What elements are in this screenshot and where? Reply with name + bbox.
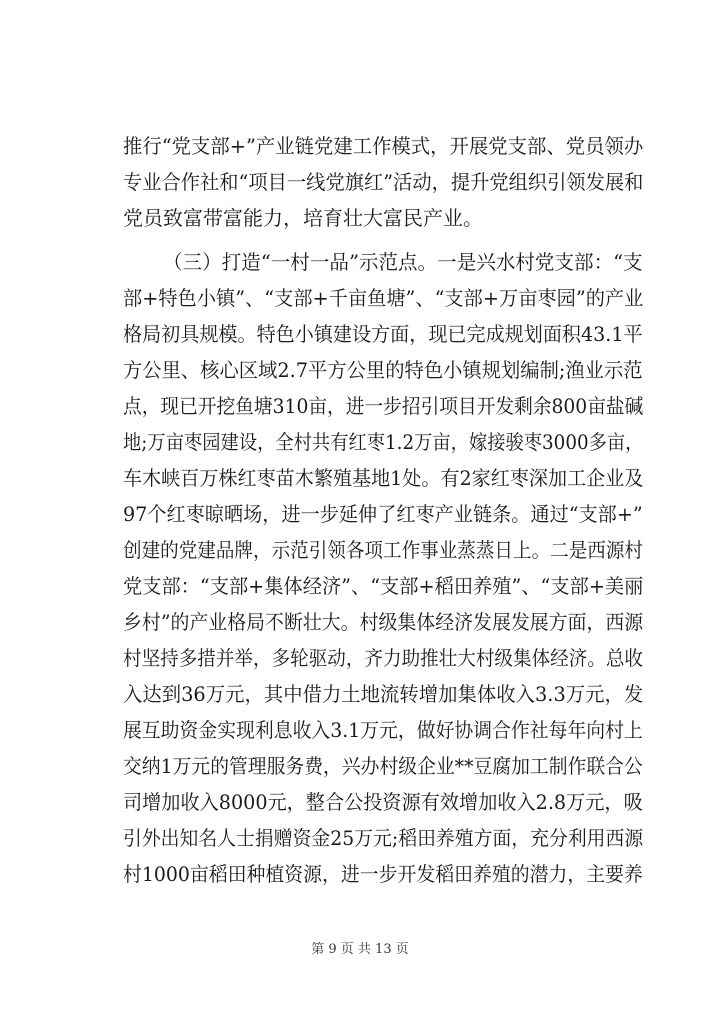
text-line-20: 引外出知名人士捐赠资金25万元;稻田养殖方面，充分利用西源 [123,826,644,850]
text-line-3: 党员致富带富能力，培育壮大富民产业。 [123,206,483,230]
text-line-11: 97个红枣晾晒场，进一步延伸了红枣产业链条。通过“支部+” [123,502,643,526]
text-line-5: 部+特色小镇”、“支部+千亩鱼塘”、“支部+万亩枣园”的产业 [123,286,644,310]
text-line-4: （三）打造“一村一品”示范点。一是兴水村党支部：“支 [163,250,643,274]
text-line-8: 点，现已开挖鱼塘310亩，进一步招引项目开发剩余800亩盐碱 [123,394,644,418]
text-line-2: 专业合作社和“项目一线党旗红”活动，提升党组织引领发展和 [123,170,644,194]
text-line-16: 入达到36万元，其中借力土地流转增加集体收入3.3万元，发 [123,682,644,706]
text-line-15: 村坚持多措并举，多轮驱动，齐力助推壮大村级集体经济。总收 [123,646,643,670]
text-line-12: 创建的党建品牌，示范引领各项工作事业蒸蒸日上。二是西源村 [123,538,643,562]
text-line-19: 司增加收入8000元，整合公投资源有效增加收入2.8万元，吸 [123,790,643,814]
text-line-10: 车木峡百万株红枣苗木繁殖基地1处。有2家红枣深加工企业及 [123,466,644,490]
text-line-17: 展互助资金实现利息收入3.1万元，做好协调合作社每年向村上 [123,718,643,742]
text-line-9: 地;万亩枣园建设，全村共有红枣1.2万亩，嫁接骏枣3000多亩， [123,430,644,454]
text-line-6: 格局初具规模。特色小镇建设方面，现已完成规划面积43.1平 [123,322,643,346]
text-line-1: 推行“党支部+”产业链党建工作模式，开展党支部、党员领办 [123,134,644,158]
text-line-14: 乡村”的产业格局不断壮大。村级集体经济发展发展方面，西源 [123,610,644,634]
text-line-7: 方公里、核心区域2.7平方公里的特色小镇规划编制;渔业示范 [123,358,643,382]
page-number-footer: 第 9 页 共 13 页 [311,942,409,957]
text-line-18: 交纳1万元的管理服务费，兴办村级企业**豆腐加工制作联合公 [123,754,643,778]
text-line-21: 村1000亩稻田种植资源，进一步开发稻田养殖的潜力，主要养 [123,862,643,886]
text-line-13: 党支部：“支部+集体经济”、“支部+稻田养殖”、“支部+美丽 [123,574,644,598]
